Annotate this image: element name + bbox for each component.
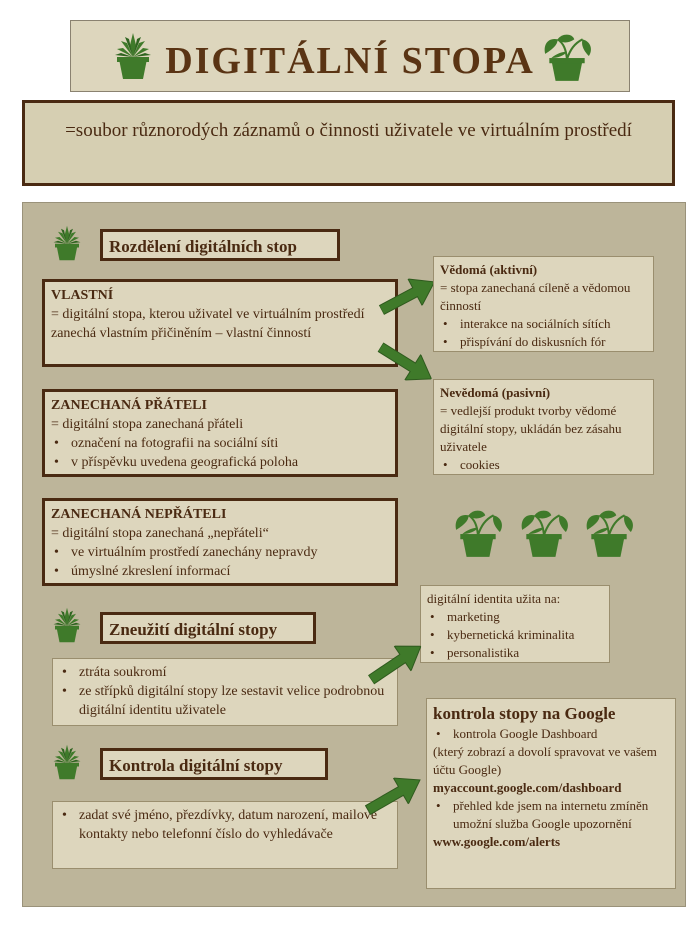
list-item: • ztráta soukromí	[59, 663, 391, 682]
card-list	[433, 797, 669, 833]
card-zneuziti	[52, 658, 398, 726]
card-text: digitální identita užita na:	[427, 591, 561, 606]
card-pratele	[42, 389, 398, 477]
card-list	[59, 663, 391, 720]
potted-plant-icon	[518, 507, 570, 559]
card-list	[427, 608, 603, 662]
card-title: ZANECHANÁ NEPŘÁTELI	[51, 507, 227, 522]
card-vedoma	[433, 256, 654, 352]
list-item: • kontrola Google Dashboard	[433, 725, 669, 743]
alerts-link[interactable]: www.google.com/alerts	[433, 834, 561, 849]
card-title: kontrola stopy na Google	[433, 704, 616, 723]
list-item: • v příspěvku uvedena geografická poloha	[51, 453, 389, 472]
dashboard-link[interactable]: myaccount.google.com/dashboard	[433, 780, 622, 795]
card-google	[426, 698, 676, 889]
card-list	[440, 315, 647, 351]
card-text: = digitální stopa, kterou uživatel ve virtuálním prostředí zanechá vlastním přičiněním – vlastní činností	[51, 307, 365, 341]
card-list	[51, 543, 389, 581]
definition-box: =soubor různorodých záznamů o činnosti uživatele ve virtuálním prostředí	[22, 100, 675, 186]
card-nepratele	[42, 498, 398, 586]
section-heading-kontrola: Kontrola digitální stopy	[100, 748, 328, 780]
list-item: • kybernetická kriminalita	[427, 626, 603, 644]
card-title: VLASTNÍ	[51, 288, 114, 303]
list-item: • přehled kde jsem na internetu zmíněn umožní služba Google upozornění	[433, 797, 669, 833]
page-title: DIGITÁLNÍ STOPA	[165, 40, 535, 82]
card-list	[59, 806, 391, 844]
potted-plant-icon	[541, 31, 593, 83]
card-text: = stopa zanechaná cíleně a vědomou činností	[440, 280, 631, 313]
potted-plant-icon	[52, 222, 82, 264]
card-nevedoma	[433, 379, 654, 475]
list-item: • interakce na sociálních sítích	[440, 315, 647, 333]
potted-plant-icon	[583, 507, 635, 559]
card-text: = digitální stopa zanechaná „nepřáteli“	[51, 526, 269, 541]
card-identita	[420, 585, 610, 663]
card-title: Vědomá (aktivní)	[440, 262, 538, 277]
title-banner	[70, 20, 630, 92]
list-item: • přispívání do diskusních fór	[440, 333, 647, 351]
list-item: • označení na fotografii na sociální síti	[51, 434, 389, 453]
list-item: • marketing	[427, 608, 603, 626]
card-vlastni	[42, 279, 398, 367]
section-heading-rozdeleni: Rozdělení digitálních stop	[100, 229, 340, 261]
potted-plant-icon	[52, 741, 82, 783]
list-item: • ze střípků digitální stopy lze sestavit velice podrobnou digitální identitu uživatele	[59, 682, 391, 720]
card-kontrola	[52, 801, 398, 869]
card-title: Nevědomá (pasivní)	[440, 385, 551, 400]
section-heading-zneuziti: Zneužití digitální stopy	[100, 612, 316, 644]
list-item: • zadat své jméno, přezdívky, datum narození, mailové kontakty nebo telefonní číslo do vyhledávače	[59, 806, 391, 844]
card-text: = digitální stopa zanechaná přáteli	[51, 417, 244, 432]
potted-plant-icon	[452, 507, 504, 559]
card-list	[433, 725, 669, 743]
potted-plant-icon	[52, 604, 82, 646]
list-item: • personalistika	[427, 644, 603, 662]
card-title: ZANECHANÁ PŘÁTELI	[51, 398, 207, 413]
card-list	[51, 434, 389, 472]
card-text: = vedlejší produkt tvorby vědomé digitální stopy, ukládán bez zásahu uživatele	[440, 403, 622, 454]
card-list	[440, 456, 647, 474]
list-item: • ve virtuálním prostředí zanechány nepravdy	[51, 543, 389, 562]
list-item: • úmyslné zkreslení informací	[51, 562, 389, 581]
card-text: (který zobrazí a dovolí spravovat ve vašem účtu Google)	[433, 744, 657, 777]
list-item: • cookies	[440, 456, 647, 474]
